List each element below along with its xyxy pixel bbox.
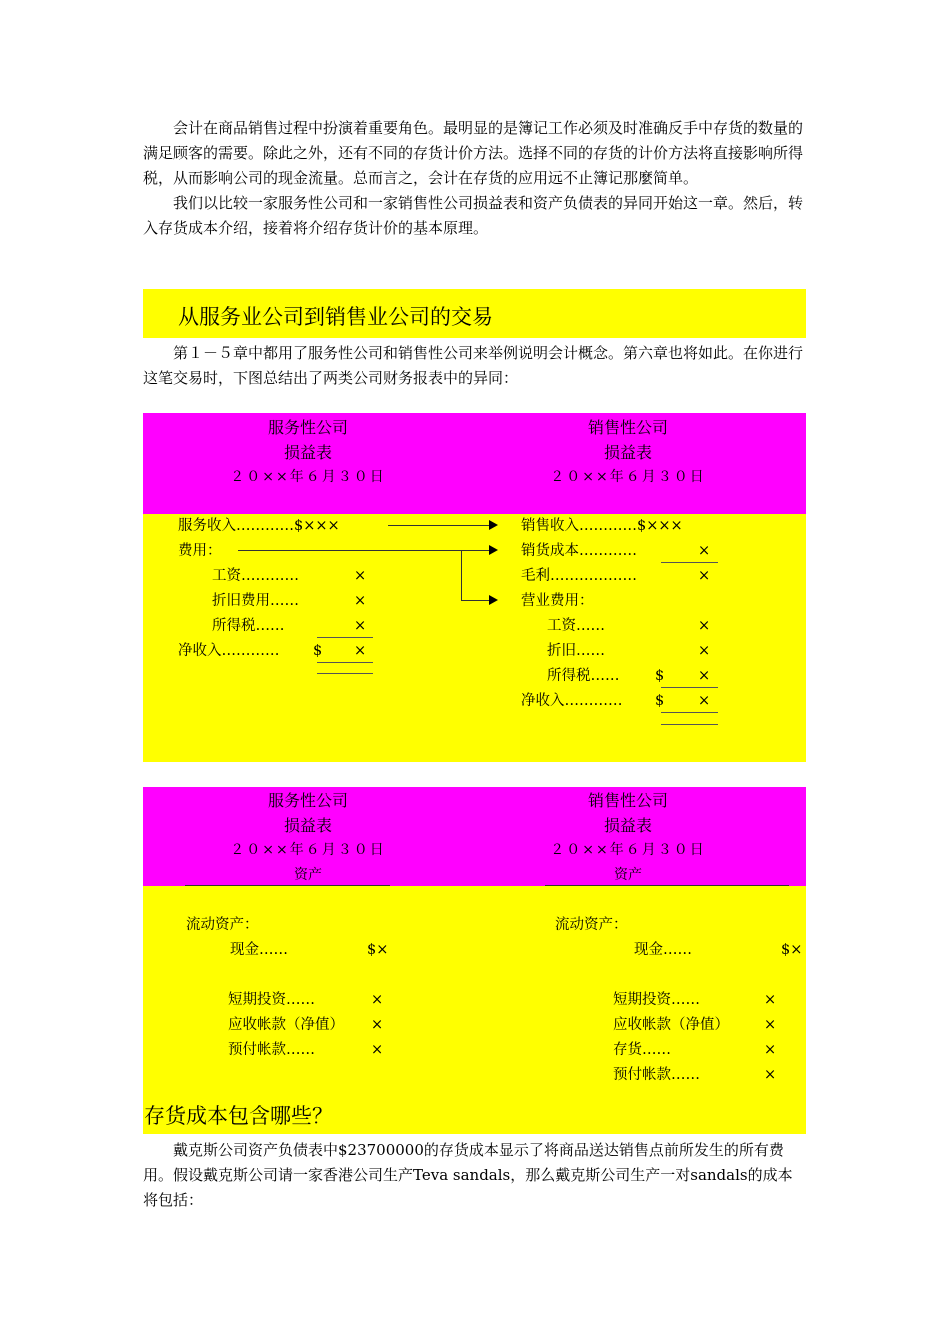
short-term-investments-label: 短期投资…… — [613, 992, 700, 1008]
cash-value: $× — [781, 942, 803, 958]
income-tax-label: 所得税…… — [547, 668, 620, 684]
currency-sign: $ — [655, 668, 665, 684]
balance-right-header — [493, 788, 763, 888]
cash-value: $× — [367, 942, 389, 958]
net-income-value: × — [698, 693, 711, 709]
arrow-head — [489, 595, 498, 605]
assets-subheading: 资产 — [614, 867, 642, 883]
wages-label: 工资…… — [547, 618, 605, 634]
sales-revenue-line: 销售收入…………$××× — [521, 518, 683, 534]
section-heading: 从服务业公司到销售业公司的交易 — [178, 305, 493, 329]
section2-heading: 存货成本包含哪些？ — [144, 1104, 333, 1128]
statement-date: ２０××年６月３０日 — [550, 842, 706, 858]
intro-paragraph-2: 我们以比较一家服务性公司和一家销售性公司损益表和资产负债表的异同开始这一章。然后，转入存货成本介绍，接着将介绍存货计价的基本原理。 — [143, 194, 804, 237]
wages-value: × — [698, 618, 711, 634]
depreciation-label: 折旧…… — [547, 643, 605, 659]
statement-date: ２０××年６月３０日 — [230, 469, 386, 485]
net-income-value: × — [354, 643, 367, 659]
income-tax-value: × — [698, 668, 711, 684]
income-tax-label: 所得税…… — [212, 618, 285, 634]
wages-label: 工资………… — [212, 568, 299, 584]
service-revenue-line: 服务收入…………$××× — [178, 518, 340, 534]
section1-text — [143, 341, 807, 391]
current-assets-label: 流动资产： — [186, 917, 259, 933]
company-name: 服务性公司 — [267, 791, 348, 810]
section2-paragraph: 戴克斯公司资产负债表中$23700000的存货成本显示了将商品送达销售点前所发生的所有费用。假设戴克斯公司请一家香港公司生产Teva sandals，那么戴克斯公司生产一对sandals的成本将包括： — [143, 1141, 793, 1209]
statement-date: ２０××年６月３０日 — [230, 842, 386, 858]
total-rule — [661, 724, 718, 725]
cash-label: 现金…… — [230, 942, 288, 958]
currency-sign: $ — [313, 643, 323, 659]
cogs-label: 销货成本………… — [521, 543, 637, 559]
depreciation-label: 折旧费用…… — [212, 593, 299, 609]
connector-line — [461, 550, 462, 600]
statement-title: 损益表 — [603, 816, 652, 835]
income-right-header — [493, 415, 763, 490]
accounts-receivable-value: × — [371, 1017, 384, 1033]
short-term-investments-value: × — [371, 992, 384, 1008]
balance-left-header — [173, 788, 443, 888]
intro-text — [143, 116, 807, 241]
inventory-value: × — [764, 1042, 777, 1058]
balance-body-band — [143, 886, 806, 1134]
depreciation-value: × — [698, 643, 711, 659]
wages-value: × — [354, 568, 367, 584]
arrow-line — [461, 600, 490, 601]
operating-expenses-label: 营业费用： — [521, 593, 594, 609]
gross-profit-label: 毛利……………… — [521, 568, 637, 584]
section-heading-band — [143, 289, 806, 338]
intro-paragraph-1: 会计在商品销售过程中扮演着重要角色。最明显的是簿记工作必须及时准确反手中存货的数量的满足顾客的需要。除此之外，还有不同的存货计价方法。选择不同的存货的计价方法将直接影响所得税，从而影响公司的现金流量。总而言之，会计在存货的应用远不止簿记那麼简单。 — [143, 119, 804, 187]
subtotal-rule — [661, 687, 718, 688]
company-name: 销售性公司 — [587, 791, 668, 810]
arrow-head — [489, 520, 498, 530]
company-name: 销售性公司 — [587, 418, 668, 437]
income-left-header — [173, 415, 443, 490]
depreciation-value: × — [354, 593, 367, 609]
accounts-receivable-value: × — [764, 1017, 777, 1033]
total-rule — [317, 673, 373, 674]
cogs-value: × — [698, 543, 711, 559]
income-body-band — [143, 514, 806, 762]
prepaid-label: 预付帐款…… — [613, 1067, 700, 1083]
accounts-receivable-label: 应收帐款（净值） — [228, 1017, 344, 1033]
total-rule — [317, 662, 373, 663]
prepaid-value: × — [371, 1042, 384, 1058]
company-name: 服务性公司 — [267, 418, 348, 437]
prepaid-label: 预付帐款…… — [228, 1042, 315, 1058]
statement-title: 损益表 — [283, 443, 332, 462]
section2-text — [143, 1138, 807, 1213]
balance-header-band — [143, 787, 806, 886]
prepaid-value: × — [764, 1067, 777, 1083]
arrow-line — [238, 550, 490, 551]
section1-paragraph: 第１－５章中都用了服务性公司和销售性公司来举例说明会计概念。第六章也将如此。在你进行这笔交易时，下图总结出了两类公司财务报表中的异同： — [143, 344, 804, 387]
subtotal-rule — [661, 562, 718, 563]
gross-profit-value: × — [698, 568, 711, 584]
expenses-label: 费用： — [178, 543, 222, 559]
current-assets-label: 流动资产： — [555, 917, 628, 933]
short-term-investments-value: × — [764, 992, 777, 1008]
net-income-label: 净收入………… — [178, 643, 280, 659]
arrow-line — [388, 525, 490, 526]
assets-subheading: 资产 — [294, 867, 322, 883]
statement-date: ２０××年６月３０日 — [550, 469, 706, 485]
arrow-head — [489, 545, 498, 555]
accounts-receivable-label: 应收帐款（净值） — [613, 1017, 729, 1033]
short-term-investments-label: 短期投资…… — [228, 992, 315, 1008]
subtotal-rule — [317, 637, 373, 638]
total-rule — [661, 712, 718, 713]
income-tax-value: × — [354, 618, 367, 634]
net-income-label: 净收入………… — [521, 693, 623, 709]
statement-title: 损益表 — [283, 816, 332, 835]
cash-label: 现金…… — [634, 942, 692, 958]
currency-sign: $ — [655, 693, 665, 709]
income-header-band — [143, 413, 806, 514]
statement-title: 损益表 — [603, 443, 652, 462]
inventory-label: 存货…… — [613, 1042, 671, 1058]
